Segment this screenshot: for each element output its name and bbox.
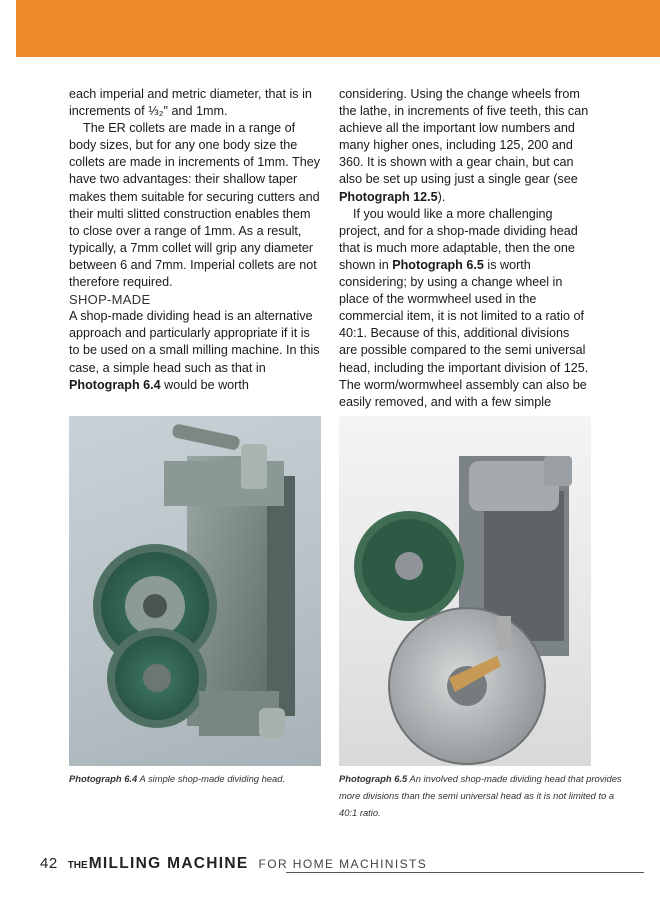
paragraph: If you would like a more challenging project, and for a shop-made dividing head that is much more adaptable, then the one shown in Photograph 6.5 is worth considering; by using a change wheel in place of the wormwheel used in the commercial item, it is not limited to a ratio of 40:1. Because of this, additional divisions are possible compared to the semi universal head, including the important division of 125. The worm/wormwheel assembly can also be easily removed, and with a few simple [339, 206, 589, 409]
photo-simple-dividing-head [69, 416, 321, 766]
left-text-column [69, 86, 321, 394]
footer-rule [286, 872, 644, 873]
page-footer [40, 855, 427, 877]
photo-caption: Photograph 6.5 An involved shop-made dividing head that provides more divisions than the semi universal head as it is not limited to a 40:1 ratio. [339, 773, 622, 818]
page-number: 42 [40, 855, 58, 872]
header-accent-band [16, 0, 660, 57]
photo-caption: Photograph 6.4 A simple shop-made dividing head. [69, 773, 286, 784]
paragraph: A shop-made dividing head is an alternative approach and particularly appropriate if it is to be used on a small milling machine. In this case, a simple head such as that in Photograph 6.4 would be worth [69, 309, 320, 392]
caption-label: Photograph 6.5 [339, 773, 408, 784]
section-heading: SHOP-MADE [69, 292, 151, 308]
photo-reference: Photograph 6.4 [69, 377, 161, 392]
paragraph: The ER collets are made in a range of body sizes, but for any one body size the collets are made in increments of 1mm. They have two advantages: their shallow taper makes them suitable for securing cutters and their multi slitted construction enables them to close over a range of 1mm. As a result, typically, a 7mm collet will grip any diameter between 6 and 7mm. Imperial collets are not therefore required. [69, 121, 321, 290]
book-subtitle: FOR HOME MACHINISTS [258, 857, 428, 871]
photo-involved-dividing-head [339, 416, 591, 766]
paragraph: each imperial and metric diameter, that is in increments of ⅓₂" and 1mm. [69, 87, 312, 119]
photo-reference: Photograph 6.5 [392, 257, 484, 272]
book-title: MILLING MACHINE [88, 855, 249, 872]
photo-reference: Photograph 12.5 [339, 189, 438, 204]
caption-label: Photograph 6.4 [69, 773, 138, 784]
footer-the: THE [67, 860, 88, 871]
paragraph: considering. Using the change wheels from the lathe, in increments of five teeth, this can achieve all the important low numbers and many higher ones, including 125, 200 and 360. It is shown with a gear chain, but can also be set up using just a single gear (see Photograph 12.5). [339, 87, 589, 204]
right-text-column [339, 86, 591, 411]
